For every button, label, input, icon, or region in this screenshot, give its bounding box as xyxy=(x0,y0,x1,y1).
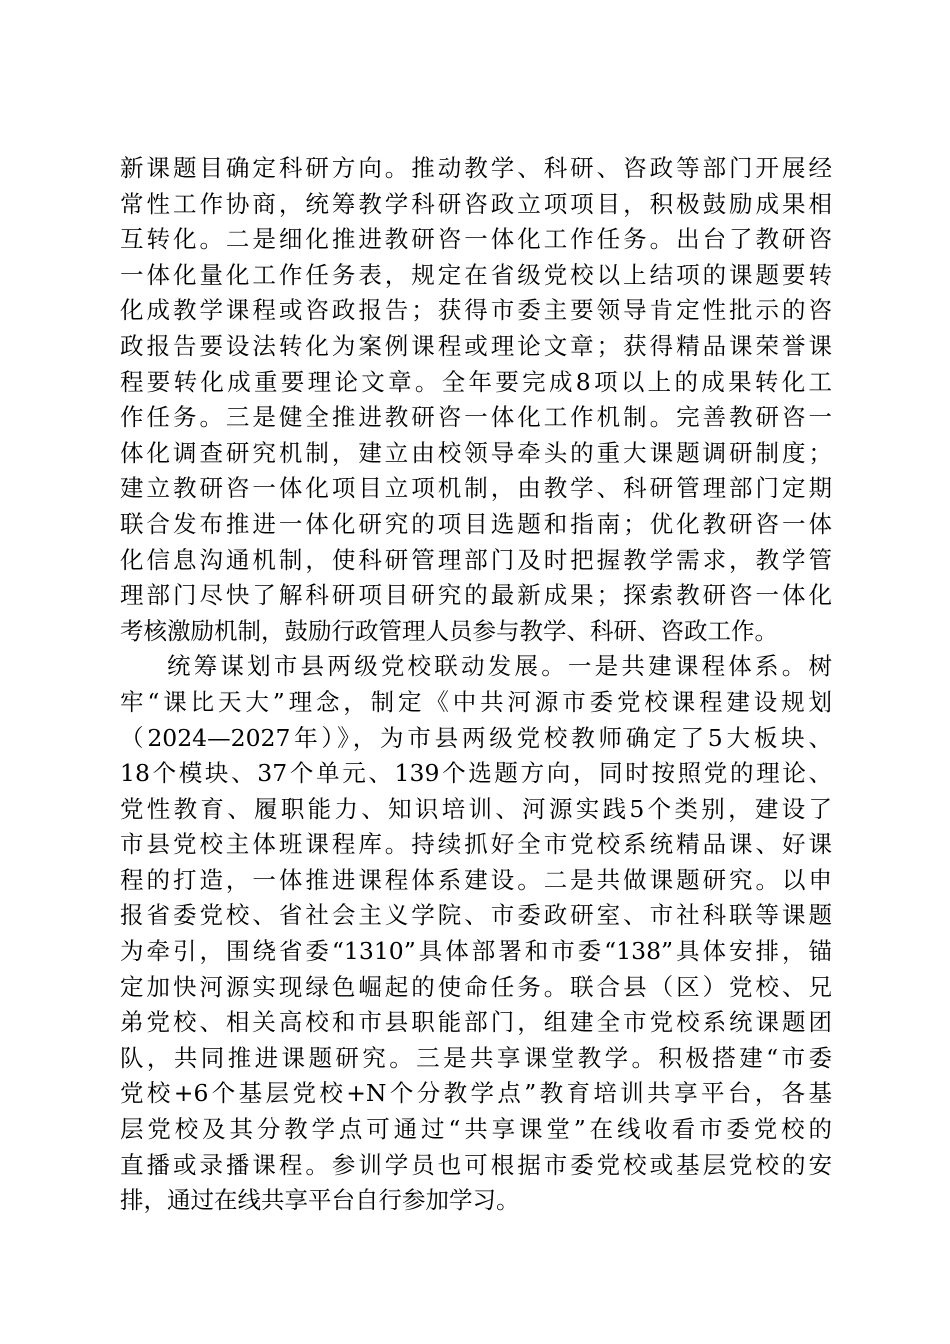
text-line: 报省委党校、省社会主义学院、市委政研室、市社科联等课题 xyxy=(120,901,832,930)
text-line: 建立教研咨一体化项目立项机制，由教学、科研管理部门定期 xyxy=(120,474,832,503)
paragraph-end-line: 排，通过在线共享平台自行参加学习。 xyxy=(120,1186,520,1215)
text-line: 程的打造，一体推进课程体系建设。二是共做课题研究。以申 xyxy=(120,865,832,894)
text-line: 队，共同推进课题研究。三是共享课堂教学。积极搭建“市委 xyxy=(120,1043,832,1072)
paragraph-end-line: 考核激励机制，鼓励行政管理人员参与教学、科研、咨政工作。 xyxy=(120,616,778,645)
text-line: 弟党校、相关高校和市县职能部门，组建全市党校系统课题团 xyxy=(120,1008,832,1037)
text-line: 为牵引，围绕省委“1310”具体部署和市委“138”具体安排，锚 xyxy=(120,937,832,966)
text-line: 党校+6个基层党校+N个分教学点”教育培训共享平台，各基 xyxy=(120,1079,832,1108)
text-line: 常性工作协商，统筹教学科研咨政立项项目，积极鼓励成果相 xyxy=(120,189,832,218)
text-line: 化成教学课程或咨政报告；获得市委主要领导肯定性批示的咨 xyxy=(120,296,832,325)
text-line: 层党校及其分教学点可通过“共享课堂”在线收看市委党校的 xyxy=(120,1115,832,1144)
text-line: 党性教育、履职能力、知识培训、河源实践5个类别，建设了 xyxy=(120,794,832,823)
text-line: 程要转化成重要理论文章。全年要完成8项以上的成果转化工 xyxy=(120,367,832,396)
text-line: 定加快河源实现绿色崛起的使命任务。联合县（区）党校、兄 xyxy=(120,972,832,1001)
text-line: 体化调查研究机制，建立由校领导牵头的重大课题调研制度； xyxy=(120,438,832,467)
text-line: 化信息沟通机制，使科研管理部门及时把握教学需求，教学管 xyxy=(120,545,832,574)
text-line: 一体化量化工作任务表，规定在省级党校以上结项的课题要转 xyxy=(120,260,832,289)
body-text xyxy=(120,151,832,1219)
text-line: 18个模块、37个单元、139个选题方向，同时按照党的理论、 xyxy=(120,759,832,788)
text-line: 新课题目确定科研方向。推动教学、科研、咨政等部门开展经 xyxy=(120,154,832,182)
text-line: 市县党校主体班课程库。持续抓好全市党校系统精品课、好课 xyxy=(120,830,832,859)
text-line: 牢“课比天大”理念，制定《中共河源市委党校课程建设规划 xyxy=(120,687,832,716)
text-line: 直播或录播课程。参训学员也可根据市委党校或基层党校的安 xyxy=(120,1150,832,1179)
text-line: 作任务。三是健全推进教研咨一体化工作机制。完善教研咨一 xyxy=(120,403,832,432)
text-line: 联合发布推进一体化研究的项目选题和指南；优化教研咨一体 xyxy=(120,509,832,538)
text-line: 互转化。二是细化推进教研咨一体化工作任务。出台了教研咨 xyxy=(120,225,832,254)
paragraph-start-line: 统筹谋划市县两级党校联动发展。一是共建课程体系。树 xyxy=(167,652,832,681)
text-line: （2024—2027年）》，为市县两级党校教师确定了5大板块、 xyxy=(120,723,832,752)
text-line: 政报告要设法转化为案例课程或理论文章；获得精品课荣誉课 xyxy=(120,331,832,360)
text-line: 理部门尽快了解科研项目研究的最新成果；探索教研咨一体化 xyxy=(120,581,832,610)
